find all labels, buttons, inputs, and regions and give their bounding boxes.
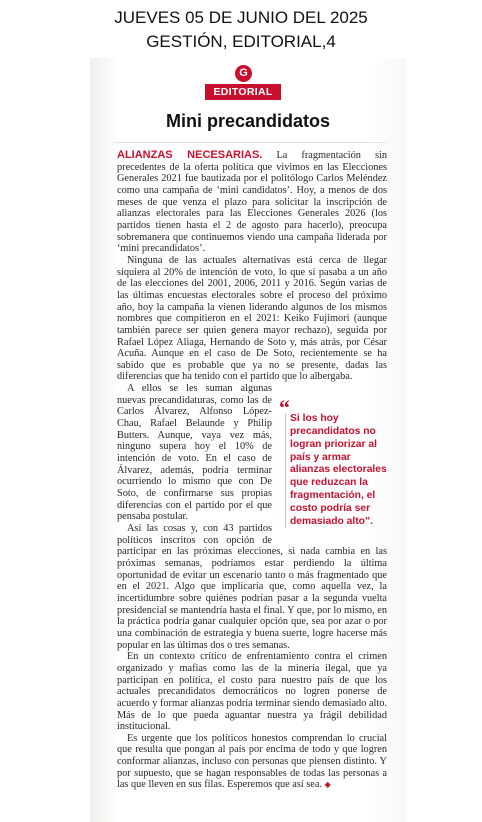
paragraph-6 [117, 733, 387, 791]
paragraph-3: A ellos se les suman algunas nuevas precandidaturas, como las de Carlos Álvarez, Alfonso López-Chau, Rafael Belaunde y Philip Butters. Aunque, vaya vez más, ninguno supera hoy el 10% de intención de voto. En el caso de Álvarez, además, podría terminar ocurriendo lo mismo que con De Soto, de confirmarse sus propias diferencias con el partido por el que pensaba postular. [117, 383, 272, 523]
pull-quote-text: Si los hoy precandidatos no logran priorizar al país y armar alianzas electorales que reduzcan la fragmentación, el costo podría ser demasiado alto”. [285, 413, 387, 528]
date-line: JUEVES 05 DE JUNIO DEL 2025 [114, 8, 368, 27]
lead-in: ALIANZAS NECESARIAS. [117, 149, 263, 161]
article-title: Mini precandidatos [165, 111, 331, 131]
paragraph-5: En un contexto crítico de enfrentamiento contra el crimen organizado y mafias como las de la minería ilegal, que ya participan en política, el costo para nuestro país de que los actuales precandidatos democráticos no logren ponerse de acuerdo y formar alianzas podría terminar siendo demasiado alto. Más de lo que pueda aguantar nuestra ya frágil debilidad institucional. [117, 651, 387, 733]
clipping-header [0, 6, 482, 54]
gestion-logo-icon: G [235, 65, 252, 82]
source-line: GESTIÓN, EDITORIAL,4 [146, 32, 336, 51]
paragraph-1-text: La fragmentación sin precedentes de la oferta política que vivimos en las Elecciones Generales 2021 fue bautizada por el politólogo Carlos Meléndez como una campaña de ‘mini candidatos’. Hoy, a menos de dos meses de que venza el plazo para solicitar la inscripción de alianzas electorales para las Elecciones Generales 2026 (los partidos tienen hasta el 2 de agosto para hacerlo), preocupa sobremanera que continuemos viendo una campaña liderada por ‘mini precandidatos’. [117, 150, 387, 255]
newspaper-clipping [90, 58, 406, 822]
title-divider [114, 142, 386, 143]
section-label: EDITORIAL [205, 84, 281, 100]
paragraph-1 [117, 150, 387, 255]
paragraph-6-text: Es urgente que los políticos honestos comprendan lo crucial que resulta que pongan al país por encima de todo y que logren conformar alianzas, incluso con personas que piensen distinto. Y por supuesto, que se hagan responsables de todas las personas a las que lleven en sus filas. Esperemos que así sea. [117, 732, 387, 791]
paragraph-4: Así las cosas y, con 43 partidos políticos inscritos con opción de participar en las próximas elecciones, si nada cambia en las próximas semanas, podríamos estar perdiendo la última oportunidad de evitar un escenario tanto o más fragmentado que en el 2021. Algo que implicaría que, como aquella vez, la incertidumbre sobre quiénes podrían pasar a la segunda vuelta presidencial se mantendría hasta el final. Y que, por lo mismo, en la práctica podría ganar cualquier opción que, sea por azar o por una combinación de estrategia y buena suerte, logre hacerse más popular en las últimas dos o tres semanas. [117, 523, 387, 651]
article-body [117, 150, 387, 791]
pull-quote [279, 395, 387, 528]
paragraph-2: Ninguna de las actuales alternativas está cerca de llegar siquiera al 20% de intención de voto, lo que sí pasaba a un año de las elecciones del 2001, 2006, 2011 y 2016. Según varias de las últimas encuestas electorales sobre el proceso del próximo año, hoy la campaña la vienen liderando algunos de los mismos nombres que compitieron en el 2021: Keiko Fujimori (aunque también parece ser quien genera mayor rechazo), seguida por Rafael López Aliaga, Hernando de Soto y, más atrás, por César Acuña. Aunque en el caso de De Soto, recientemente se ha sabido que es probable que ya no se presente, dadas las diferencias que ha tenido con el partido que lo albergaba. [117, 254, 387, 383]
end-mark-icon: ◆ [324, 780, 331, 790]
quote-mark-icon: “ [279, 395, 290, 421]
